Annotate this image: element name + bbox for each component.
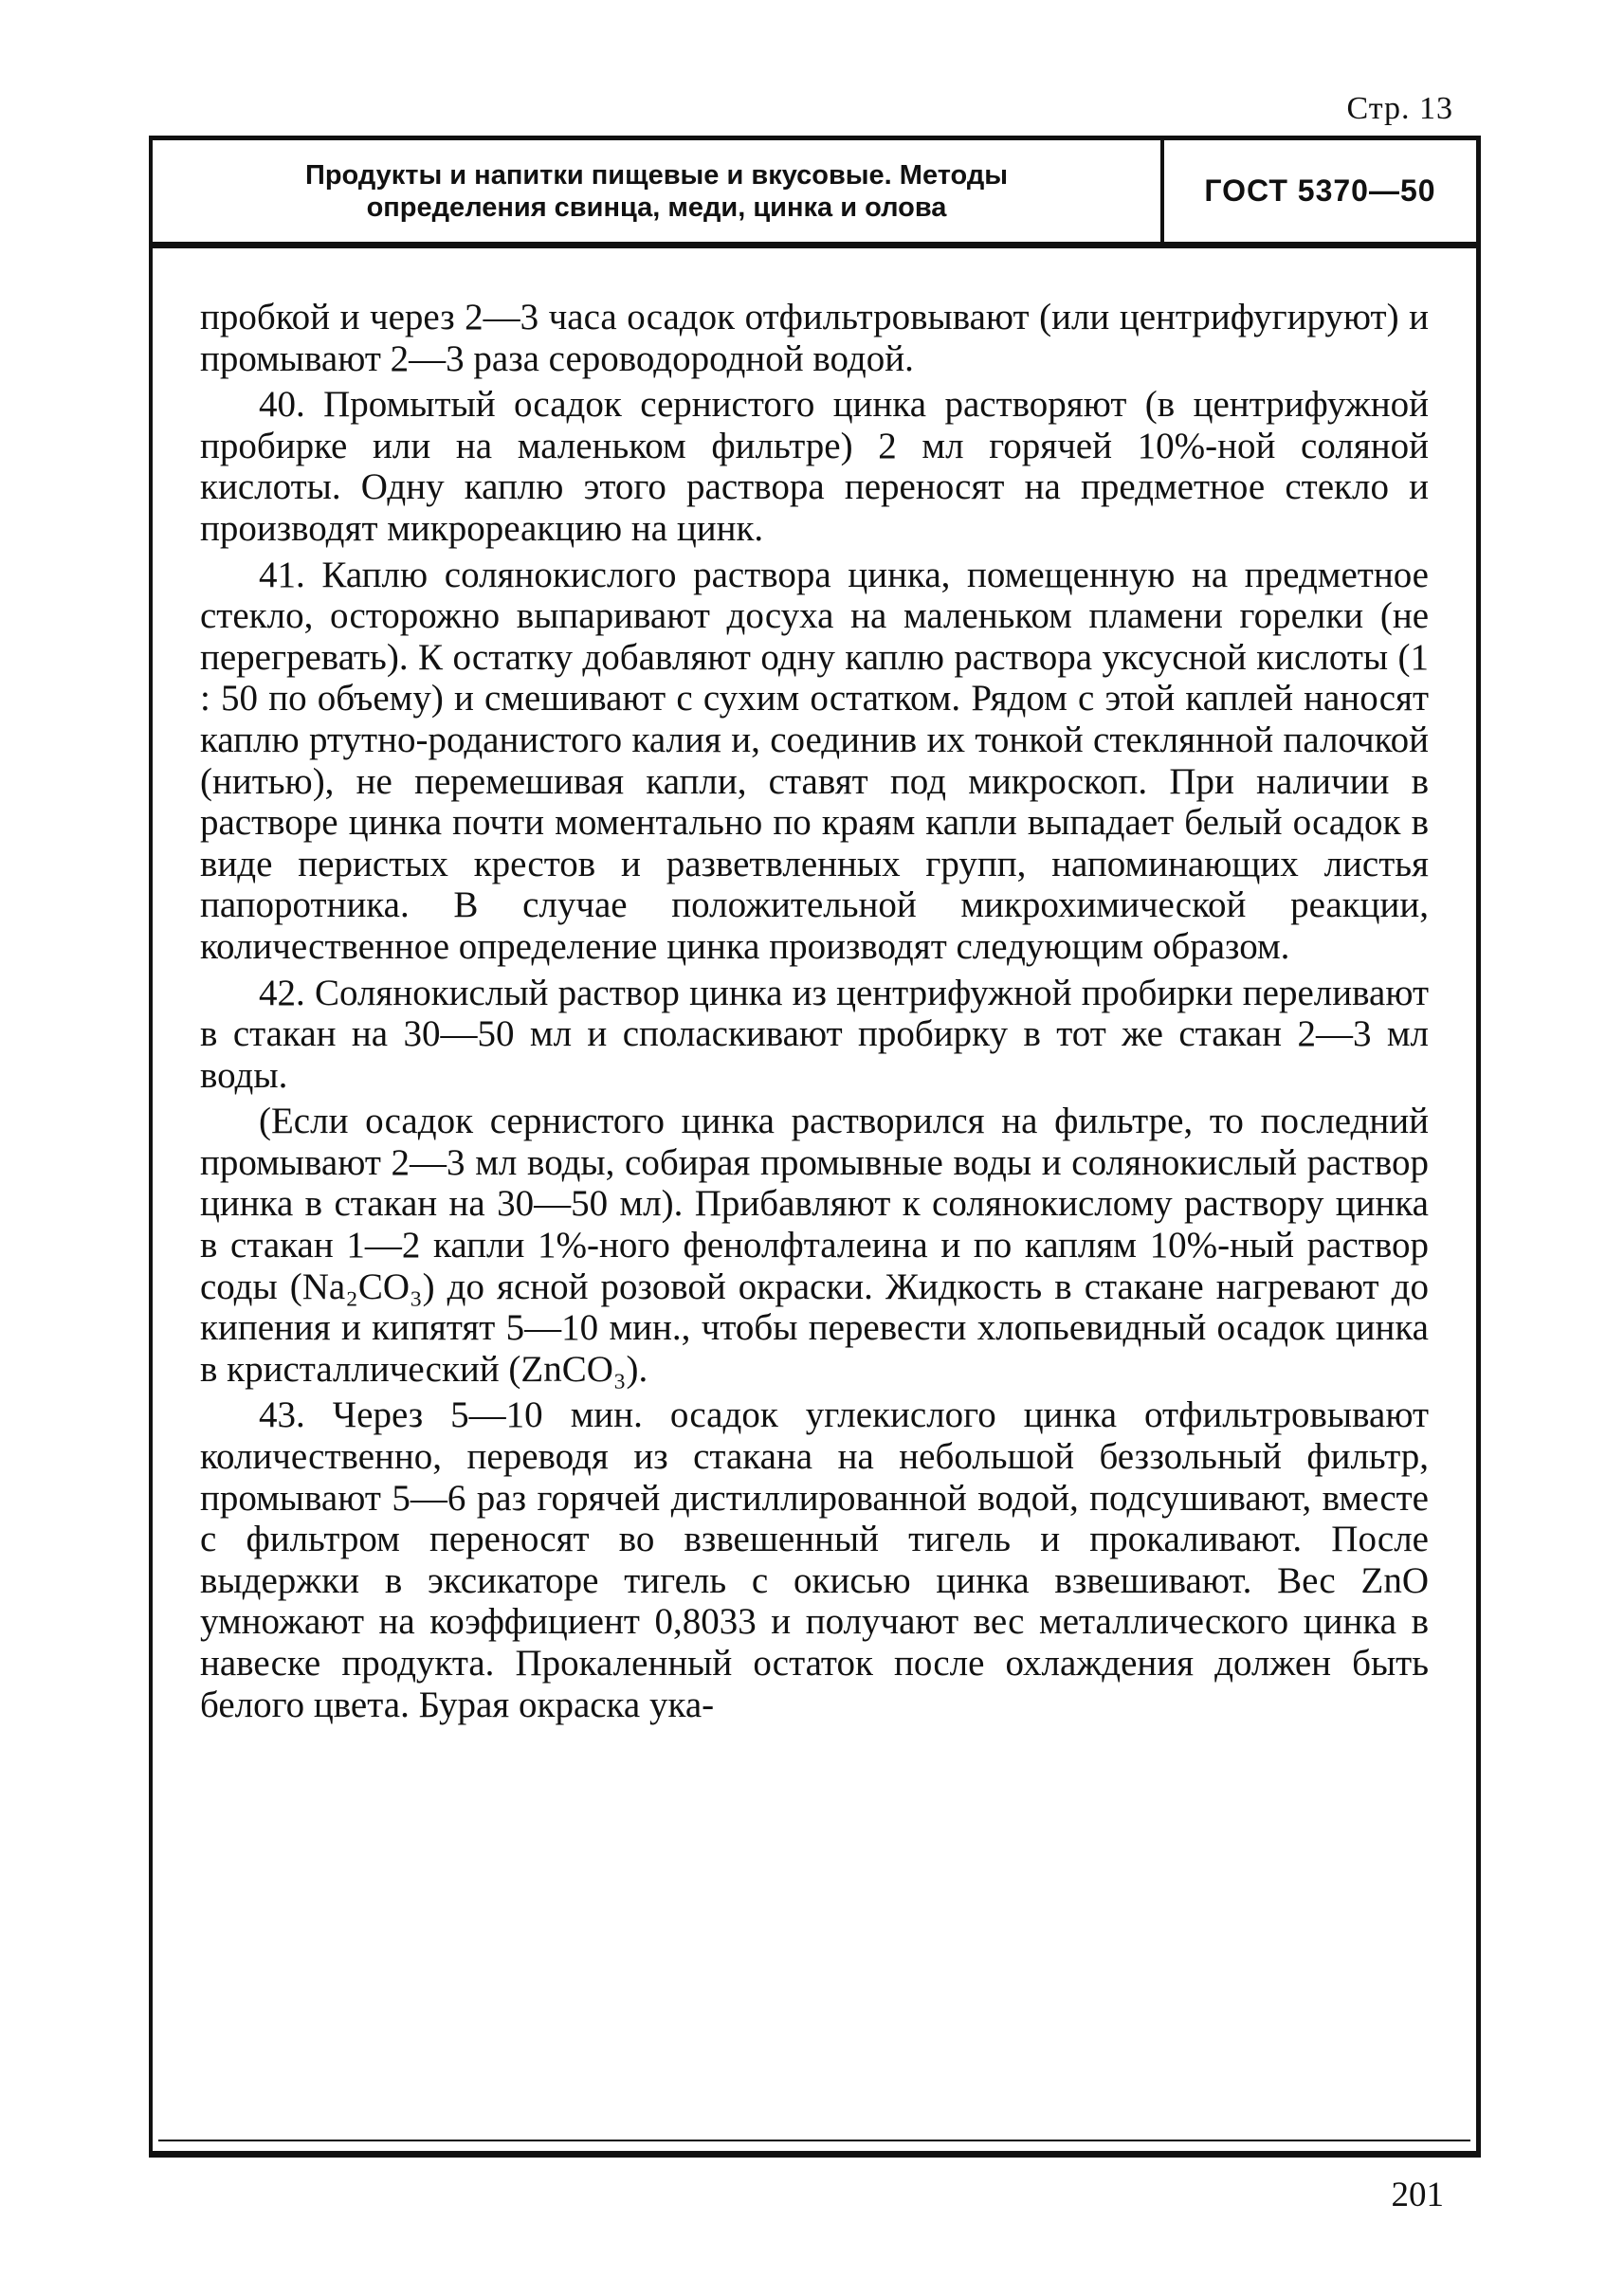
- standard-number: ГОСТ 5370—50: [1204, 173, 1436, 208]
- page-frame: [149, 136, 1481, 2158]
- body-text: [200, 297, 1429, 1730]
- paragraph-41: 41. Каплю солянокислого раствора цинка, помещенную на предметное стекло, осторожно выпаривают досуха на маленьком пламени горелки (не перегревать). К остатку добавляют одну каплю раствора уксусной кислоты (1 : 50 по объему) и смешивают с сухим остатком. Рядом с этой каплей наносят каплю ртутно-роданистого калия и, соединив их тонкой стеклянной палочкой (нитью), не перемешивая капли, ставят под микроскоп. При наличии в растворе цинка почти моментально по краям капли выпадает белый осадок в виде перистых крестов и разветвленных групп, напоминающих листья папоротника. В случае положительной микрохимической реакции, количественное определение цинка производят следующим образом.: [200, 554, 1429, 967]
- document-title-line-2: определения свинца, меди, цинка и олова: [366, 191, 947, 223]
- paragraph-42-note: (Если осадок сернистого цинка растворился на фильтре, то последний промывают 2—3 мл воды, собирая промывные воды и солянокислый раствор цинка в стакан на 30—50 мл). Прибавляют к солянокислому раствору цинка в стакан 1—2 капли 1%-ного фенолфталеина и по каплям 10%-ный раствор соды (Na₂CO₃) до ясной розовой окраски. Жидкость в стакане нагревают до кипения и кипятят 5—10 мин., чтобы перевести хлопьевидный осадок цинка в кристаллический (ZnCO₃).: [200, 1101, 1429, 1390]
- paragraph-continuation: пробкой и через 2—3 часа осадок отфильтровывают (или центрифугируют) и промывают 2—3 раза сероводородной водой.: [200, 297, 1429, 379]
- header-block: [153, 140, 1476, 248]
- page-number: 201: [1391, 2176, 1444, 2214]
- bottom-rule: [158, 2140, 1470, 2141]
- document-title: [153, 140, 1164, 242]
- paragraph-40: 40. Промытый осадок сернистого цинка растворяют (в центрифужной пробирке или на маленьком фильтре) 2 мл горячей 10%-ной соляной кислоты. Одну каплю этого раствора переносят на предметное стекло и производят микрореакцию на цинк.: [200, 384, 1429, 549]
- document-title-line-1: Продукты и напитки пищевые и вкусовые. Методы: [304, 159, 1009, 191]
- paragraph-42: 42. Солянокислый раствор цинка из центрифужной пробирки переливают в стакан на 30—50 мл и споласкивают пробирку в тот же стакан 2—3 мл воды.: [200, 972, 1429, 1096]
- paragraph-43: 43. Через 5—10 мин. осадок углекислого цинка отфильтровывают количественно, переводя из стакана на небольшой беззольный фильтр, промывают 5—6 раз горячей дистиллированной водой, подсушивают, вместе с фильтром переносят во взвешенный тигель и прокаливают. После выдержки в эксикаторе тигель с окисью цинка взвешивают. Вес ZnO умножают на коэффициент 0,8033 и получают вес металлического цинка в навеске продукта. Прокаленный остаток после охлаждения должен быть белого цвета. Бурая окраска ука-: [200, 1394, 1429, 1725]
- page-label: Стр. 13: [1346, 91, 1453, 126]
